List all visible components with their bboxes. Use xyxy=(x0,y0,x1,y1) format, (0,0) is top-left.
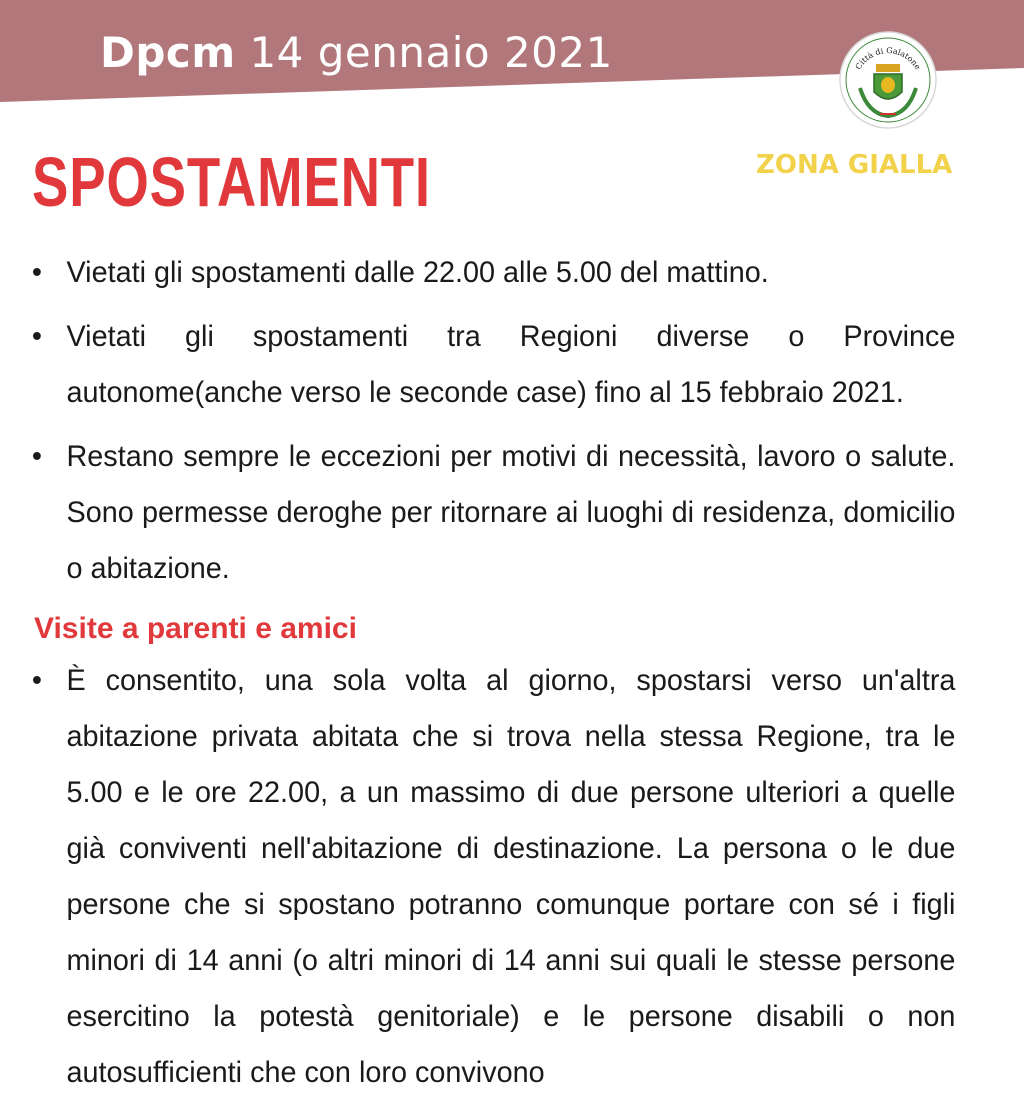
header-title-bold: Dpcm xyxy=(100,28,236,77)
section-title: SPOSTAMENTI xyxy=(32,143,431,221)
list-item: • Vietati gli spostamenti tra Regioni diverse o Province autonome(anche verso le seconde case) fino al 15 febbraio 2021. xyxy=(30,309,955,421)
visit-bullet-list xyxy=(30,653,994,1101)
content xyxy=(30,245,994,1109)
list-item: • Vietati gli spostamenti dalle 22.00 alle 5.00 del mattino. xyxy=(30,245,955,301)
list-item: • Restano sempre le eccezioni per motivi di necessità, lavoro o salute. Sono permesse deroghe per ritornare ai luoghi di residenza, domicilio o abitazione. xyxy=(30,429,955,597)
subsection-title: Visite a parenti e amici xyxy=(34,612,357,645)
city-seal-logo xyxy=(838,30,938,130)
header-title xyxy=(100,28,613,77)
header-title-date: 14 gennaio 2021 xyxy=(249,28,613,77)
zone-label: ZONA GIALLA xyxy=(756,150,953,180)
seal-text: Città di Galatone xyxy=(853,46,923,72)
bullet-list xyxy=(30,245,994,597)
list-item: • È consentito, una sola volta al giorno, spostarsi verso un'altra abitazione privata abitata che si trova nella stessa Regione, tra le 5.00 e le ore 22.00, a un massimo di due persone ulteriori a quelle già conviventi nell'abitazione di destinazione. La persona o le due persone che si spostano potranno comunque portare con sé i figli minori di 14 anni (o altri minori di 14 anni sui quali le stesse persone esercitino la potestà genitoriale) e le persone disabili o non autosufficienti che con loro convivono xyxy=(30,653,955,1101)
